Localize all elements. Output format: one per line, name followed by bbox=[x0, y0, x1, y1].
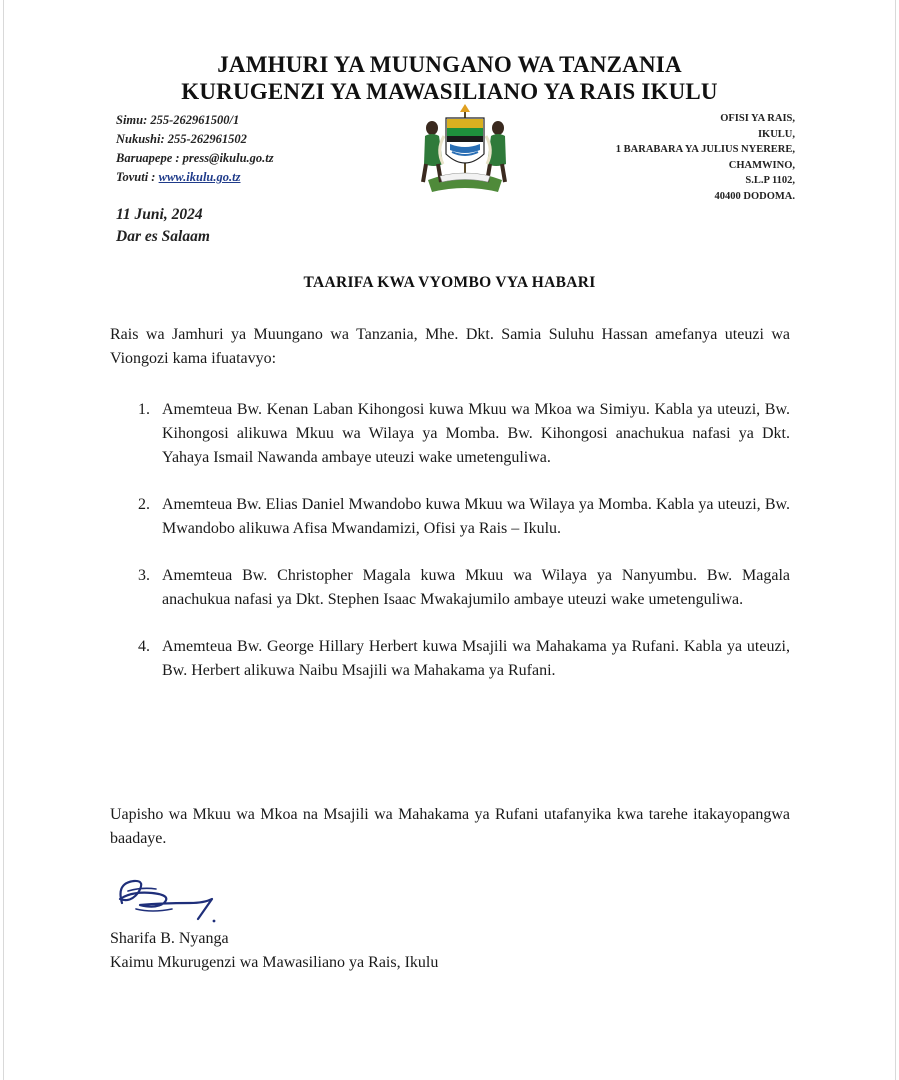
release-date: 11 Juni, 2024 bbox=[116, 206, 203, 223]
handwritten-signature bbox=[112, 873, 232, 928]
closing-paragraph: Uapisho wa Mkuu wa Mkoa na Msajili wa Mahakama ya Rufani utafanyika kwa tarehe itakayopangwa baadaye. bbox=[110, 806, 790, 847]
contact-website-link[interactable]: www.ikulu.go.tz bbox=[158, 170, 241, 184]
list-item-text: Amemteua Bw. Christopher Magala kuwa Mkuu wa Wilaya ya Nanyumbu. Bw. Magala anachukua nafasi ya Dkt. Stephen Isaac Mwakajumilo ambaye uteuzi wake umetenguliwa. bbox=[162, 567, 790, 608]
address-line: OFISI YA RAIS, bbox=[720, 113, 795, 124]
contact-email: Baruapepe : press@ikulu.go.tz bbox=[116, 151, 274, 165]
list-item-text: Amemteua Bw. George Hillary Herbert kuwa Msajili wa Mahakama ya Rufani. Kabla ya uteuzi, Bw. Herbert alikuwa Naibu Msajili wa Mahakama ya Rufani. bbox=[162, 638, 790, 679]
appointments-list bbox=[138, 398, 790, 706]
contact-website-label: Tovuti : bbox=[116, 170, 159, 184]
address-line: 1 BARABARA YA JULIUS NYERERE, bbox=[615, 144, 795, 155]
list-item-text: Amemteua Bw. Elias Daniel Mwandobo kuwa Mkuu wa Wilaya ya Momba. Kabla ya uteuzi, Bw. Mwandobo alikuwa Afisa Mwandamizi, Ofisi ya Rais – Ikulu. bbox=[162, 496, 790, 537]
contact-phone: Simu: 255-262961500/1 bbox=[116, 113, 240, 127]
address-line: S.L.P 1102, bbox=[745, 175, 795, 186]
tanzania-coat-of-arms-icon bbox=[410, 102, 520, 197]
list-item-text: Amemteua Bw. Kenan Laban Kihongosi kuwa Mkuu wa Mkoa wa Simiyu. Kabla ya uteuzi, Bw. Kihongosi alikuwa Mkuu wa Wilaya ya Momba. Bw. Kihongosi anachukua nafasi ya Dkt. Yahaya Ismail Nawanda ambaye uteuzi wake umetenguliwa. bbox=[162, 401, 790, 466]
header-directorate: KURUGENZI YA MAWASILIANO YA RAIS IKULU bbox=[181, 79, 718, 104]
address-line: IKULU, bbox=[757, 128, 795, 140]
office-address bbox=[535, 111, 795, 204]
page-border-right bbox=[895, 0, 896, 1080]
release-place: Dar es Salaam bbox=[116, 228, 210, 245]
intro-paragraph: Rais wa Jamhuri ya Muungano wa Tanzania, Mhe. Dkt. Samia Suluhu Hassan amefanya uteuzi wa Viongozi kama ifuatavyo: bbox=[110, 326, 790, 367]
signer-name: Sharifa B. Nyanga bbox=[110, 930, 229, 947]
header-country: JAMHURI YA MUUNGANO WA TANZANIA bbox=[217, 52, 682, 77]
list-item-number: 4. bbox=[138, 638, 150, 655]
document-title: TAARIFA KWA VYOMBO VYA HABARI bbox=[303, 274, 596, 291]
list-item bbox=[138, 493, 790, 541]
list-item bbox=[138, 398, 790, 470]
list-item-number: 3. bbox=[138, 567, 150, 584]
address-line: 40400 DODOMA. bbox=[714, 190, 795, 202]
address-line: CHAMWINO, bbox=[728, 159, 795, 171]
page-border-left bbox=[3, 0, 4, 1080]
contact-website-row bbox=[116, 168, 274, 187]
signer-block bbox=[110, 927, 438, 975]
list-item-number: 2. bbox=[138, 496, 150, 513]
list-item-number: 1. bbox=[138, 401, 150, 418]
contact-fax: Nukushi: 255-262961502 bbox=[116, 132, 247, 146]
signer-position: Kaimu Mkurugenzi wa Mawasiliano ya Rais, Ikulu bbox=[110, 954, 439, 971]
list-item bbox=[138, 635, 790, 683]
contact-block bbox=[116, 111, 274, 187]
list-item bbox=[138, 564, 790, 612]
date-block bbox=[116, 204, 210, 248]
